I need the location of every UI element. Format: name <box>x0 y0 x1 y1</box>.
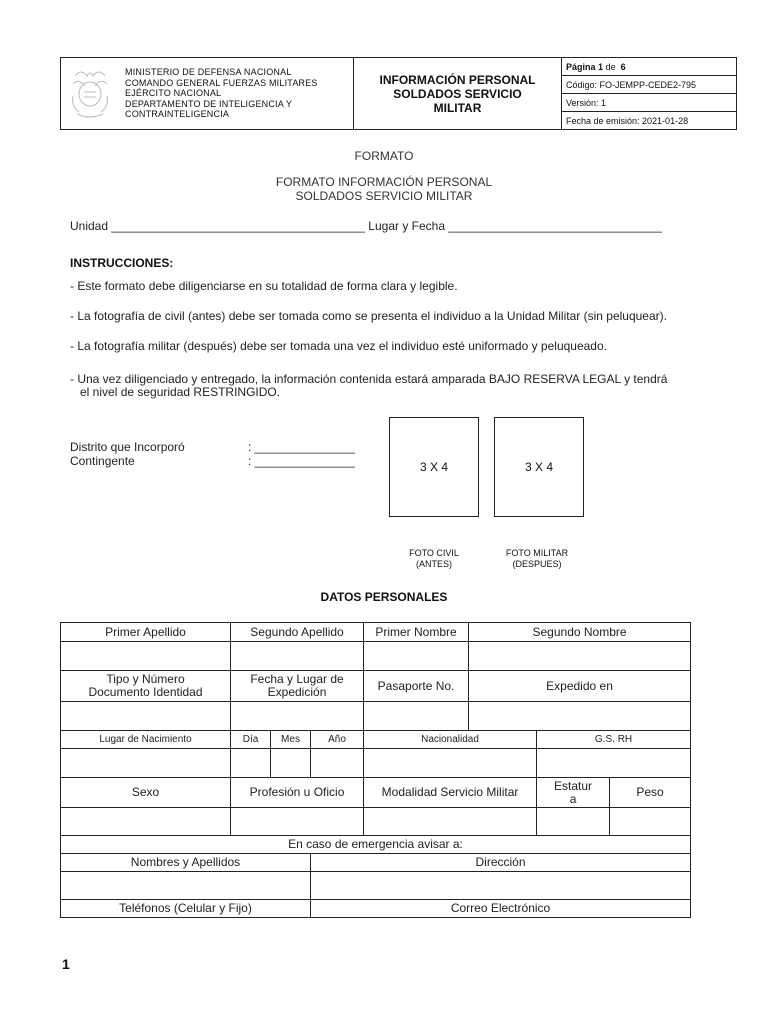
photo-militar-box[interactable] <box>494 417 584 517</box>
formato-label: FORMATO <box>354 149 414 163</box>
org-line: COMANDO GENERAL FUERZAS MILITARES <box>125 77 318 88</box>
caption-line: FOTO CIVIL <box>409 548 459 558</box>
page-total: 6 <box>620 61 626 72</box>
input-profesion[interactable] <box>231 808 364 836</box>
org-line: MINISTERIO DE DEFENSA NACIONAL <box>125 67 292 78</box>
emergency-header: En caso de emergencia avisar a: <box>61 836 691 854</box>
title-line: INFORMACIÓN PERSONAL <box>379 72 536 87</box>
input-direccion[interactable] <box>311 872 691 900</box>
document-title <box>354 58 562 129</box>
col-telefonos: Teléfonos (Celular y Fijo) <box>61 900 311 918</box>
input-peso[interactable] <box>610 808 691 836</box>
photo-civil-box[interactable] <box>389 417 479 517</box>
input-lugar-nacimiento[interactable] <box>61 749 231 778</box>
col-nombres-apellidos: Nombres y Apellidos <box>61 854 311 872</box>
subtitle-line: FORMATO INFORMACIÓN PERSONAL <box>275 175 493 189</box>
col-pasaporte: Pasaporte No. <box>364 671 469 702</box>
col-expedido-en: Expedido en <box>469 671 691 702</box>
col-primer-nombre: Primer Nombre <box>364 623 469 642</box>
col-fecha-expedicion <box>231 671 364 702</box>
instructions-title: INSTRUCCIONES: <box>70 256 174 270</box>
input-nombres-apellidos[interactable] <box>61 872 311 900</box>
col-estatura <box>537 778 610 808</box>
version-cell: Versión: 1 <box>562 94 736 112</box>
contingente-blank[interactable]: : _______________ <box>248 454 355 468</box>
caption-line: FOTO MILITAR <box>505 548 569 558</box>
title-line: MILITAR <box>433 100 482 115</box>
org-line: CONTRAINTELIGENCIA <box>125 109 230 120</box>
form-subtitle <box>0 175 768 203</box>
coat-of-arms-icon <box>67 66 113 122</box>
col-mes: Mes <box>271 731 311 749</box>
issue-date-cell: Fecha de emisión: 2021-01-28 <box>566 115 689 126</box>
datos-personales-title: DATOS PERSONALES <box>320 590 448 604</box>
instruction-item: - Una vez diligenciado y entregado, la información contenida estará amparada BAJO RESERVA LEGAL y tendrá <box>70 372 668 386</box>
organization-lines <box>125 67 318 120</box>
contingente-field <box>70 454 355 468</box>
distrito-blank[interactable]: : _______________ <box>248 440 355 454</box>
input-primer-nombre[interactable] <box>364 642 469 671</box>
page-current: 1 <box>598 61 604 72</box>
subtitle-line: SOLDADOS SERVICIO MILITAR <box>295 189 473 203</box>
input-gs-rh[interactable] <box>537 749 691 778</box>
label-line: a <box>569 791 577 806</box>
label-line: Tipo y Número <box>106 672 185 686</box>
input-dia[interactable] <box>231 749 271 778</box>
input-segundo-nombre[interactable] <box>469 642 691 671</box>
photo-civil-caption <box>389 548 479 570</box>
input-pasaporte[interactable] <box>364 702 469 731</box>
distrito-field <box>70 440 355 454</box>
col-tipo-documento <box>61 671 231 702</box>
col-gs-rh: G.S. RH <box>537 731 691 749</box>
unidad-lugar-fecha-line: Unidad ______________________________________ Lugar y Fecha ________________________________ <box>70 219 662 233</box>
input-nacionalidad[interactable] <box>364 749 537 778</box>
col-profesion: Profesión u Oficio <box>231 778 364 808</box>
photo-size-label: 3 X 4 <box>419 460 449 474</box>
col-segundo-nombre: Segundo Nombre <box>469 623 691 642</box>
col-correo: Correo Electrónico <box>311 900 691 918</box>
code-cell: Código: FO-JEMPP-CEDE2-795 <box>562 76 736 94</box>
personal-data-table <box>60 622 691 918</box>
distrito-label: Distrito que Incorporó <box>70 440 185 454</box>
input-estatura[interactable] <box>537 808 610 836</box>
col-primer-apellido: Primer Apellido <box>61 623 231 642</box>
page-number: 1 <box>62 956 70 972</box>
col-direccion: Dirección <box>311 854 691 872</box>
header-table <box>60 57 737 130</box>
label-line: Estatur <box>554 778 593 793</box>
label-line: Documento Identidad <box>88 685 203 699</box>
input-fecha-expedicion[interactable] <box>231 702 364 731</box>
label-line: Expedición <box>267 685 327 699</box>
photo-militar-caption <box>492 548 582 570</box>
org-line: DEPARTAMENTO DE INTELIGENCIA Y <box>125 98 293 109</box>
input-segundo-apellido[interactable] <box>231 642 364 671</box>
org-line: EJÉRCITO NACIONAL <box>125 88 222 99</box>
col-sexo: Sexo <box>61 778 231 808</box>
col-anio: Año <box>311 731 364 749</box>
label-line: Fecha y Lugar de <box>250 672 344 686</box>
col-segundo-apellido: Segundo Apellido <box>231 623 364 642</box>
input-anio[interactable] <box>311 749 364 778</box>
page-of: de <box>605 61 616 72</box>
instruction-item: - Este formato debe diligenciarse en su totalidad de forma clara y legible. <box>70 279 458 293</box>
col-modalidad: Modalidad Servicio Militar <box>364 778 537 808</box>
caption-line: (ANTES) <box>416 559 452 569</box>
input-mes[interactable] <box>271 749 311 778</box>
col-dia: Día <box>231 731 271 749</box>
contingente-label: Contingente <box>70 454 135 468</box>
page-indicator <box>562 58 736 76</box>
header-org-cell <box>61 58 354 129</box>
input-tipo-documento[interactable] <box>61 702 231 731</box>
input-sexo[interactable] <box>61 808 231 836</box>
header-meta <box>562 58 736 129</box>
page-label: Página <box>566 61 596 72</box>
input-expedido-en[interactable] <box>469 702 691 731</box>
input-primer-apellido[interactable] <box>61 642 231 671</box>
col-lugar-nacimiento: Lugar de Nacimiento <box>61 731 231 749</box>
instruction-item: - La fotografía militar (después) debe ser tomada una vez el individuo esté uniformado y peluqueado. <box>70 339 607 353</box>
col-peso: Peso <box>610 778 691 808</box>
instruction-item: el nivel de seguridad RESTRINGIDO. <box>80 385 281 399</box>
input-modalidad[interactable] <box>364 808 537 836</box>
instruction-item: - La fotografía de civil (antes) debe ser tomada como se presenta el individuo a la Unidad Militar (sin peluquear). <box>70 309 667 323</box>
col-nacionalidad: Nacionalidad <box>364 731 537 749</box>
title-line: SOLDADOS SERVICIO <box>393 86 522 101</box>
caption-line: (DESPUES) <box>512 559 562 569</box>
photo-size-label: 3 X 4 <box>524 460 554 474</box>
